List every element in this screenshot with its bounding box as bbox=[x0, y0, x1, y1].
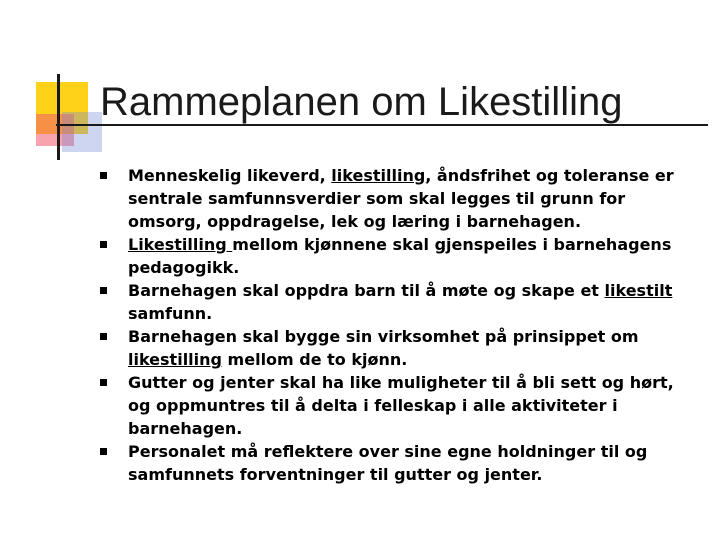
square-bullet-icon bbox=[100, 379, 107, 386]
slide-title: Rammeplanen om Likestilling bbox=[100, 80, 623, 124]
bullet-item bbox=[100, 440, 700, 486]
decorative-blue-square bbox=[62, 112, 102, 152]
bullet-item bbox=[100, 371, 700, 440]
bullet-item bbox=[100, 279, 700, 325]
bullet-text-segment: samfunn. bbox=[128, 304, 213, 323]
underlined-term: Likestilling bbox=[128, 235, 233, 254]
bullet-text-segment: Barnehagen skal bygge sin virksomhet på prinsippet om bbox=[128, 327, 639, 346]
underlined-term: likestilling bbox=[128, 350, 222, 369]
underlined-term: likestilling bbox=[331, 166, 426, 185]
square-bullet-icon bbox=[100, 172, 107, 179]
bullet-item bbox=[100, 164, 700, 233]
underlined-term: likestilt bbox=[604, 281, 673, 300]
square-bullet-icon bbox=[100, 448, 107, 455]
decorative-vertical-line bbox=[57, 74, 60, 160]
square-bullet-icon bbox=[100, 241, 107, 248]
bullet-text-segment: Gutter og jenter skal ha like muligheter til å bli sett og hørt, og oppmuntres til å delta i felleskap i alle aktiviteter i barnehagen. bbox=[128, 373, 674, 438]
bullet-text-segment: Barnehagen skal oppdra barn til å møte og skape et bbox=[128, 281, 605, 300]
bullet-text-segment: , åndsfrihet og toleranse er sentrale samfunnsverdier som skal legges til grunn for omsorg, oppdragelse, lek og læring i barnehagen. bbox=[128, 166, 674, 231]
bullet-text-segment: Personalet må reflektere over sine egne holdninger til og samfunnets forventninger til gutter og jenter. bbox=[128, 442, 648, 484]
bullet-item bbox=[100, 233, 700, 279]
bullet-text-segment: mellom kjønnene skal gjenspeiles i barnehagens pedagogikk. bbox=[128, 235, 672, 277]
square-bullet-icon bbox=[100, 333, 107, 340]
square-bullet-icon bbox=[100, 287, 107, 294]
bullet-text-segment: mellom de to kjønn. bbox=[221, 350, 408, 369]
bullet-text-segment: Menneskelig likeverd, bbox=[128, 166, 332, 185]
bullet-list bbox=[100, 164, 700, 486]
bullet-item bbox=[100, 325, 700, 371]
